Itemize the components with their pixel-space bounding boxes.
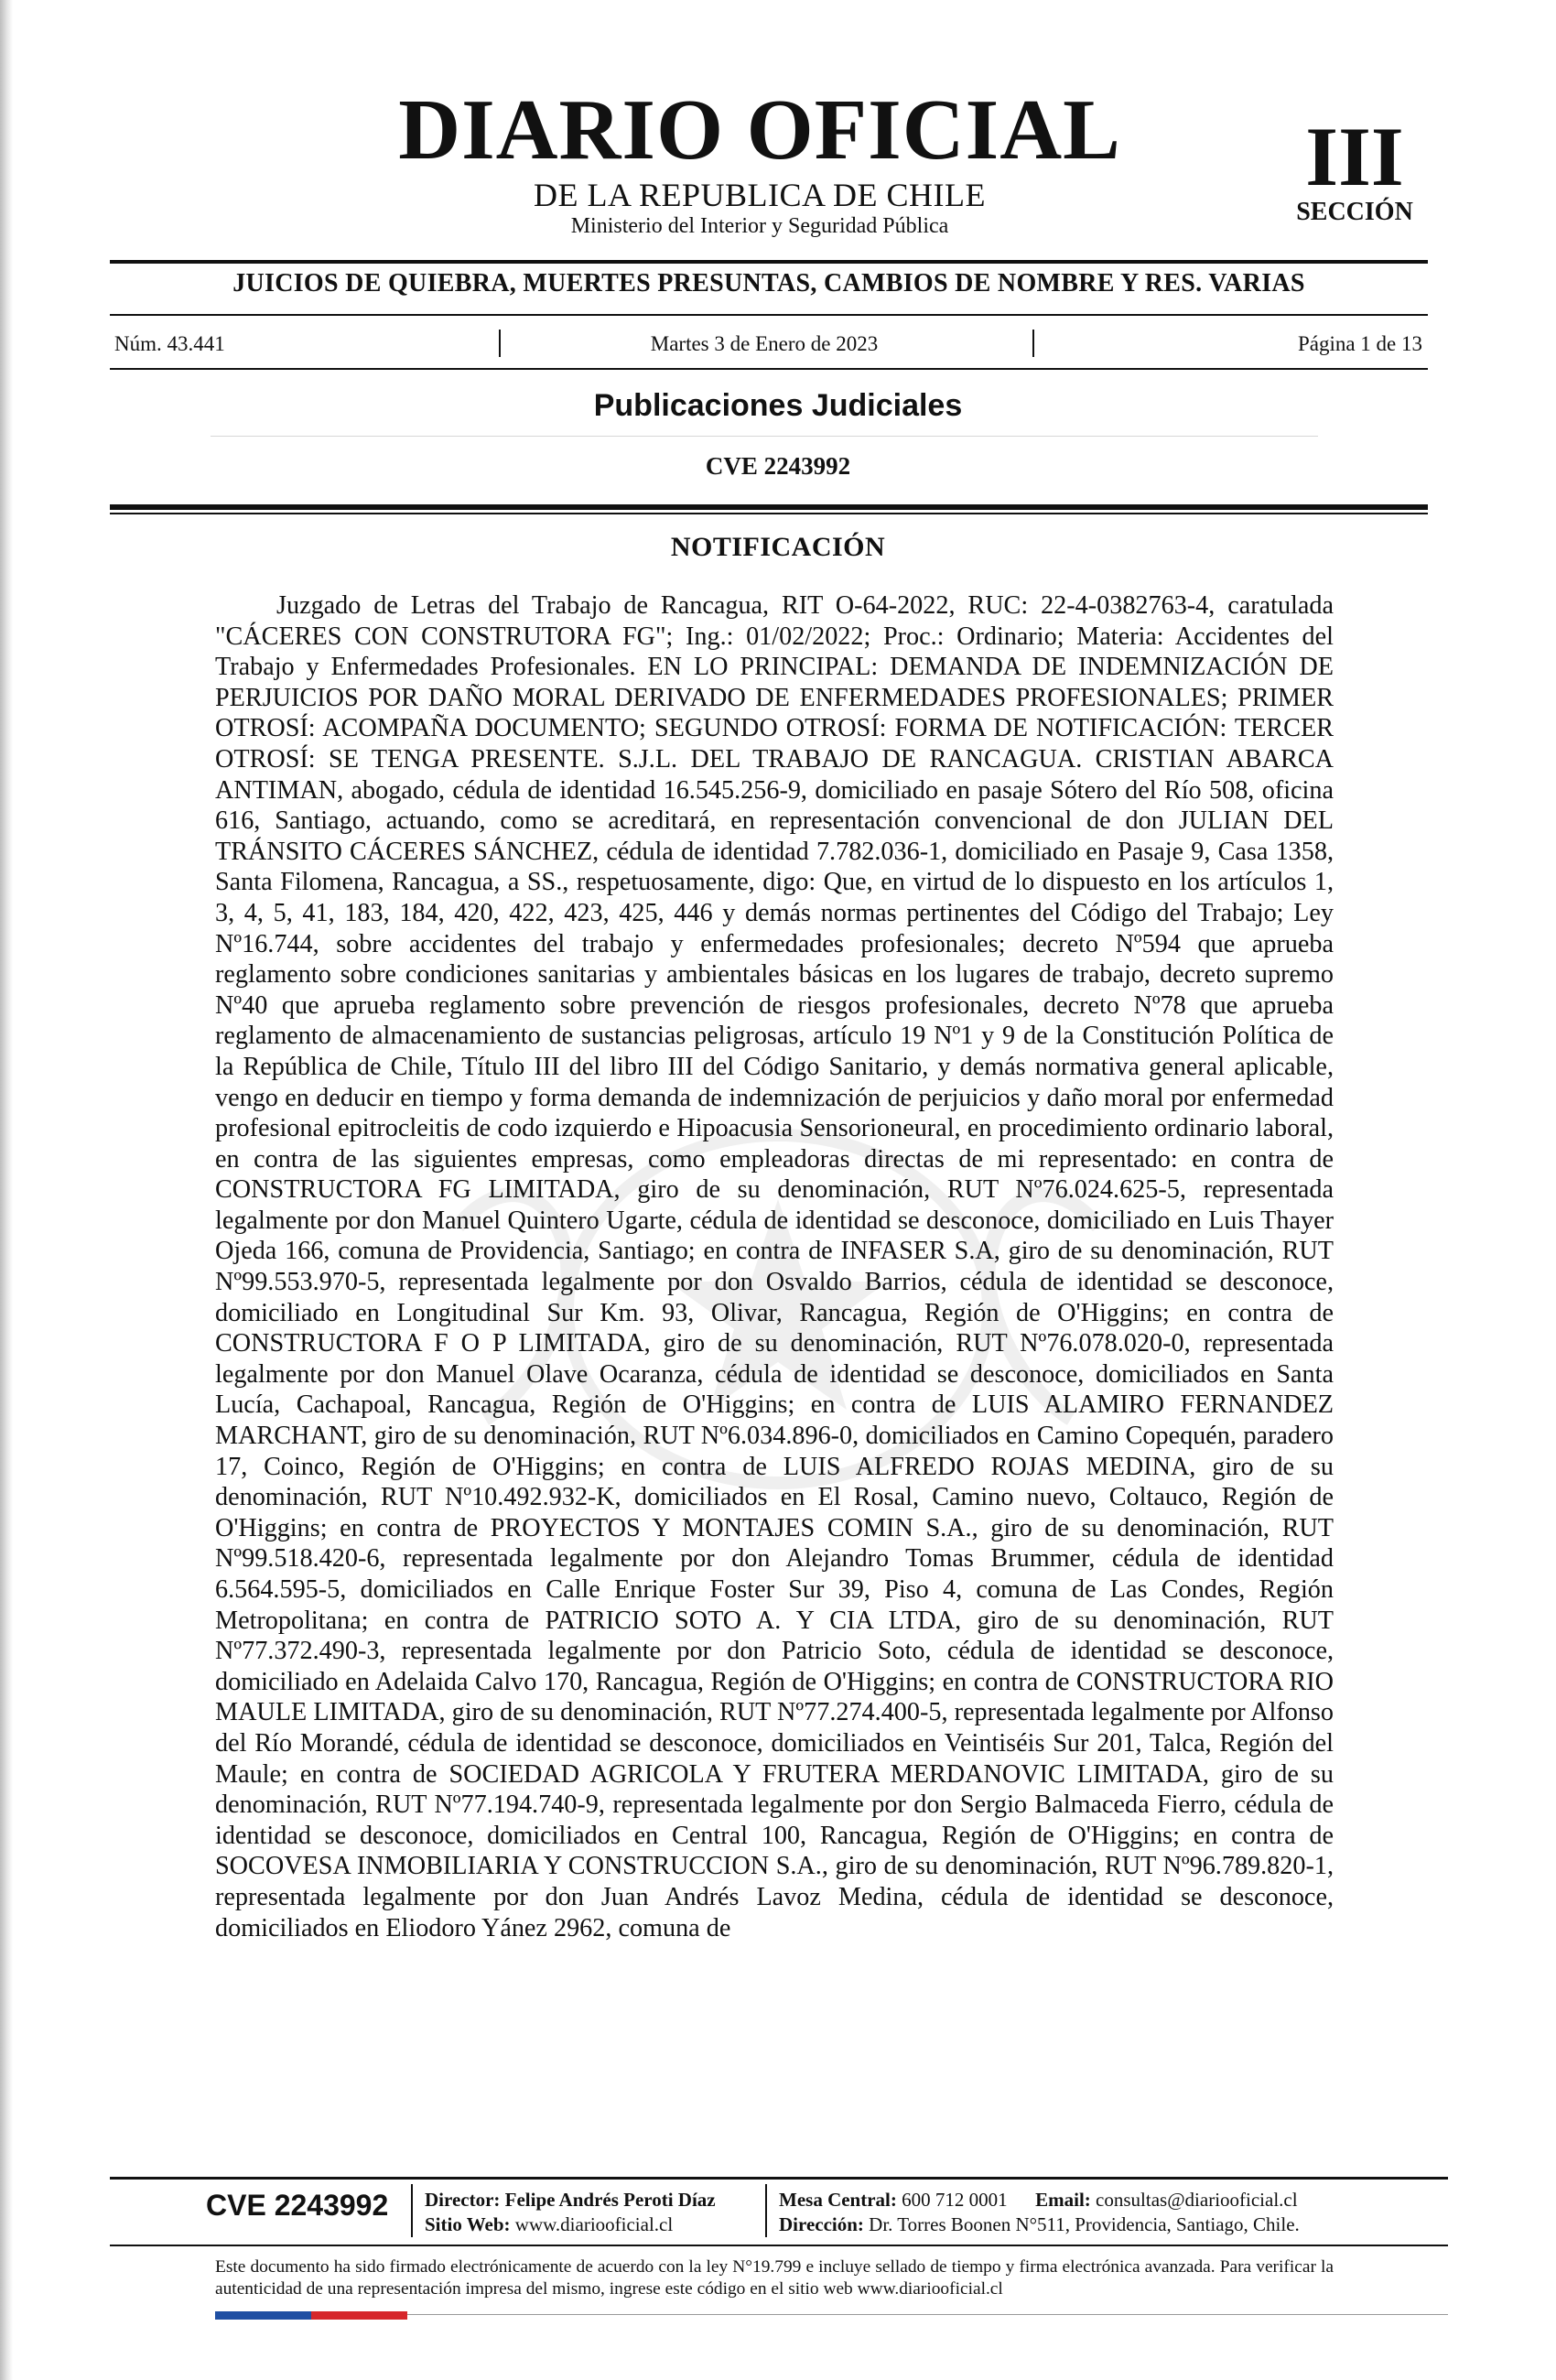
address-label: Dirección:: [779, 2213, 864, 2235]
section-label: SECCIÓN: [1296, 198, 1413, 226]
section-number: III: [1305, 110, 1404, 203]
issue-number: Núm. 43.441: [114, 332, 225, 355]
section-underline: [211, 436, 1318, 437]
email-label: Email:: [1035, 2189, 1091, 2211]
notice-body: Juzgado de Letras del Trabajo de Rancagua, RIT O-64-2022, RUC: 22-4-0382763-4, caratulada "CÁCERES CON CONSTRUTORA FG"; Ing.: 01/02/2022; Proc.: Ordinario; Materia: Accidentes del Trabajo y Enfermedades Profesionales. EN LO PRINCIPAL: DEMANDA DE INDEMNIZACIÓN DE PERJUICIOS POR DAÑO MORAL DERIVADO DE ENFERMEDADES PROFESIONALES; PRIMER OTROSÍ: ACOMPAÑA DOCUMENTO; SEGUNDO OTROSÍ: FORMA DE NOTIFICACIÓN: TERCER OTROSÍ: SE TENGA PRESENTE. S.J.L. DEL TRABAJO DE RANCAGUA. CRISTIAN ABARCA ANTIMAN, abogado, cédula de identidad 16.545.256-9, domiciliado en pasaje Sótero del Río 508, oficina 616, Santiago, actuando, como se acreditará, en representación convencional de don JULIAN DEL TRÁNSITO CÁCERES SÁNCHEZ, cédula de identidad 7.782.036-1, domiciliado en Pasaje 9, Casa 1358, Santa Filomena, Rancagua, a SS., respetuosamente, digo: Que, en virtud de lo dispuesto en los artículos 1, 3, 4, 5, 41, 183, 184, 420, 422, 423, 425, 446 y demás normas pertinentes del Código del Trabajo; Ley Nº16.744, sobre accidentes del trabajo y enfermedades profesionales; decreto Nº594 que aprueba reglamento sobre condiciones sanitarias y ambientales básicas en los lugares de trabajo, decreto supremo Nº40 que aprueba reglamento sobre prevención de riesgos profesionales, decreto Nº78 que aprueba reglamento de almacenamiento de sustancias peligrosas, artículo 19 Nº1 y 9 de la Constitución Política de la República de Chile, Título III del libro III del Código Sanitario, y demás normativa general aplicable, vengo en deducir en tiempo y forma demanda de indemnización de perjuicios y daño moral por enfermedad profesional epitrocleitis de codo izquierdo e Hipoacusia Sensorioneural, en procedimiento ordinario laboral, en contra de las siguientes empresas, como empleadoras directas de mi representado: en contra de CONSTRUCTORA FG LIMITADA, giro de su denominación, RUT Nº76.024.625-5, representada legalmente por don Manuel Quintero Ugarte, cédula de identidad se desconoce, domiciliado en Luis Thayer Ojeda 166, comuna de Providencia, Santiago; en contra de INFASER S.A, giro de su denominación, RUT Nº99.553.970-5, representada legalmente por don Osvaldo Barrios, cédula de identidad se desconoce, domiciliado en Longitudinal Sur Km. 93, Olivar, Rancagua, Región de O'Higgins; en contra de CONSTRUCTORA F O P LIMITADA, giro de su denominación, RUT Nº76.078.020-0, representada legalmente por don Manuel Olave Ocaranza, cédula de identidad se desconoce, domiciliados en Santa Lucía, Cachapoal, Rancagua, Región de O'Higgins; en contra de LUIS ALAMIRO FERNANDEZ MARCHANT, giro de su denominación, RUT Nº6.034.896-0, domiciliados en Camino Copequén, paradero 17, Coinco, Región de O'Higgins; en contra de LUIS ALFREDO ROJAS MEDINA, giro de su denominación, RUT Nº10.492.932-K, domiciliados en El Rosal, Camino nuevo, Coltauco, Región de O'Higgins; en contra de PROYECTOS Y MONTAJES COMIN S.A., giro de su denominación, RUT Nº99.518.420-6, representada legalmente por don Alejandro Tomas Brummer, cédula de identidad 6.564.595-5, domiciliados en Calle Enrique Foster Sur 39, Piso 4, comuna de Las Condes, Región Metropolitana; en contra de PATRICIO SOTO A. Y CIA LTDA, giro de su denominación, RUT Nº77.372.490-3, representada legalmente por don Patricio Soto, cédula de identidad se desconoce, domiciliado en Adelaida Calvo 170, Rancagua, Región de O'Higgins; en contra de CONSTRUCTORA RIO MAULE LIMITADA, giro de su denominación, RUT Nº77.274.400-5, representada legalmente por Alfonso del Río Morandé, cédula de identidad se desconoce, domiciliados en Veintiséis Sur 201, Talca, Región del Maule; en contra de SOCIEDAD AGRICOLA Y FRUTERA MERDANOVIC LIMITADA, giro de su denominación, RUT Nº77.194.740-9, representada legalmente por don Sergio Balmaceda Fierro, cédula de identidad se desconoce, domiciliados en Central 100, Rancagua, Región de O'Higgins; en contra de SOCOVESA INMOBILIARIA Y CONSTRUCCION S.A., giro de su denominación, RUT Nº96.789.820-1, representada legalmente por don Juan Andrés Lavoz Medina, cédula de identidad se desconoce, domiciliados en Eliodoro Yánez 2962, comuna de: [215, 591, 1334, 1942]
issue-date: Martes 3 de Enero de 2023: [650, 332, 879, 355]
footer-mid-rule: [110, 2245, 1448, 2246]
flag-stripe-red: [311, 2311, 407, 2320]
info-separator: [499, 330, 501, 357]
web-link[interactable]: www.diariooficial.cl: [514, 2213, 674, 2235]
footer-director: [425, 2191, 716, 2210]
email-link[interactable]: consultas@diariooficial.cl: [1096, 2189, 1298, 2211]
masthead-ministry: Ministerio del Interior y Seguridad Pública: [570, 214, 949, 238]
director-label: Director:: [425, 2189, 501, 2211]
phone-value: 600 712 0001: [902, 2189, 1008, 2211]
masthead-subtitle: DE LA REPUBLICA DE CHILE: [534, 177, 986, 213]
address-value: Dr. Torres Boonen N°511, Providencia, Santiago, Chile.: [869, 2213, 1300, 2235]
masthead-rule: [110, 260, 1428, 264]
page-shadow-edge: [0, 0, 13, 2380]
masthead-title: DIARIO OFICIAL: [398, 82, 1121, 178]
category-heading: JUICIOS DE QUIEBRA, MUERTES PRESUNTAS, CAMBIOS DE NOMBRE Y RES. VARIAS: [232, 269, 1305, 298]
flag-stripe-blue: [215, 2311, 311, 2320]
footer-address: [779, 2215, 1300, 2234]
web-label: Sitio Web:: [425, 2213, 511, 2235]
footer-cve-code: CVE 2243992: [206, 2189, 389, 2222]
cve-divider-thin: [110, 513, 1428, 514]
footer-separator: [411, 2184, 413, 2237]
footer-separator: [765, 2184, 767, 2237]
footer-contact: [779, 2191, 1298, 2210]
info-rule: [110, 368, 1428, 370]
section-title: Publicaciones Judiciales: [593, 388, 963, 423]
info-separator: [1032, 330, 1034, 357]
cve-code: CVE 2243992: [705, 452, 851, 480]
footer-legal-note: Este documento ha sido firmado electrónicamente de acuerdo con la ley N°19.799 e incluye sellado de tiempo y firma electrónica avanzada. Para verificar la autenticidad de una representación impresa del mismo, ingrese este código en el sitio web www.diariooficial.cl: [215, 2257, 1334, 2299]
director-value: Felipe Andrés Peroti Díaz: [504, 2189, 716, 2211]
category-rule: [110, 314, 1428, 316]
footer-top-rule: [110, 2177, 1448, 2180]
footer-website: [425, 2215, 673, 2234]
phone-label: Mesa Central:: [779, 2189, 897, 2211]
footer-bottom-rule: [407, 2314, 1448, 2315]
notice-title: NOTIFICACIÓN: [670, 532, 886, 562]
cve-divider-thick: [110, 504, 1428, 510]
page-indicator: Página 1 de 13: [1297, 332, 1422, 355]
